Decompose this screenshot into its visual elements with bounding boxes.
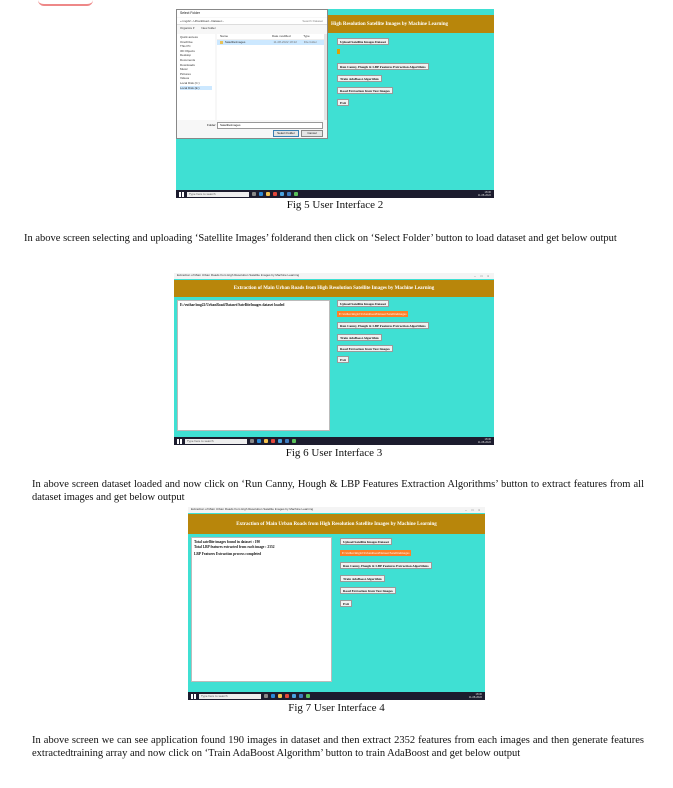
system-tray (469, 693, 482, 699)
chrome-icon[interactable] (273, 192, 277, 196)
nav-item[interactable]: Local Disk (C:) (180, 80, 200, 85)
file-row[interactable] (217, 40, 324, 45)
store-icon[interactable] (278, 439, 282, 443)
nav-item[interactable]: Videos (180, 76, 190, 81)
paragraph-3: In above screen we can see application found 190 images in dataset and then extract 2352 features from each images and then generate features extractedtraining array and now click on ‘Train AdaBoost Algorithm’ button to train AdaBoost and get below output (32, 735, 644, 759)
taskbar (174, 437, 494, 445)
cancel-button[interactable]: Cancel (301, 130, 323, 137)
store-icon[interactable] (292, 694, 296, 698)
task-view-icon[interactable] (252, 192, 256, 196)
dialog-toolbar (177, 26, 327, 31)
clock-date: 11-08-2022 (477, 194, 491, 197)
screenshot-fig5 (176, 9, 494, 198)
output-line: Total LBP features extracted from each image : 2352 (194, 545, 275, 549)
nav-item[interactable]: Quick access (180, 35, 198, 39)
nav-item[interactable]: Documents (180, 57, 196, 62)
task-view-icon[interactable] (264, 694, 268, 698)
dialog-title-text: Select Folder (180, 11, 200, 15)
features-button[interactable]: Run Canny, Hough & LBP Features Extraction Algorithms (337, 63, 429, 70)
clock-date: 11-08-2022 (477, 441, 491, 444)
folder-icon (220, 41, 223, 44)
edge-icon[interactable] (259, 192, 263, 196)
exit-button[interactable]: Exit (340, 600, 352, 607)
paragraph-2: In above screen dataset loaded and now click on ‘Run Canny, Hough & LBP Features Extraction Algorithms’ button to extract features from all dataset images and get below output (32, 479, 644, 503)
windows-start-icon[interactable] (191, 694, 196, 699)
select-folder-button[interactable]: Select Folder (273, 130, 299, 137)
clock-time: 18:30 (484, 191, 491, 194)
nav-item[interactable]: Pictures (180, 71, 191, 76)
nav-item[interactable]: Local Disk (E:) (180, 86, 212, 91)
edge-icon[interactable] (257, 439, 261, 443)
features-button[interactable]: Run Canny, Hough & LBP Features Extraction Algorithms (337, 322, 429, 329)
nav-item[interactable]: 3D Objects (180, 48, 195, 53)
python-icon[interactable] (285, 439, 289, 443)
taskbar (176, 190, 494, 198)
nav-item[interactable]: Downloads (180, 62, 195, 67)
explorer-icon[interactable] (264, 439, 268, 443)
loaded-path-label: E:/vuthar/img22/UrbanRoad/Dataset/SatelliteImages (339, 312, 407, 316)
nav-item[interactable]: Music (180, 67, 188, 72)
window-controls[interactable]: – □ × (465, 508, 482, 512)
banner-title: Extraction of Main Urban Roads from High Resolution Satellite Images by Machine Learning (233, 286, 435, 291)
store-icon[interactable] (280, 192, 284, 196)
system-tray (478, 438, 491, 444)
nav-item[interactable]: Desktop (180, 53, 192, 58)
organize-button[interactable]: Organize ▾ (180, 26, 195, 30)
file-type: File folder (303, 40, 317, 44)
taskbar-search[interactable]: Type here to search (187, 192, 249, 197)
select-folder-dialog (176, 9, 328, 139)
app-icon[interactable] (292, 439, 296, 443)
banner-title: High Resolution Satellite Images by Machine Learning (331, 21, 448, 27)
exit-button[interactable]: Exit (337, 99, 349, 106)
screenshot-fig6 (174, 273, 494, 445)
train-button[interactable]: Train AdaBoost Algorithm (337, 334, 382, 341)
clock-time: 18:30 (475, 693, 482, 696)
banner-title: Extraction of Main Urban Roads from High Resolution Satellite Images by Machine Learning (236, 521, 437, 527)
window-title: Extraction of Main Urban Roads from High Resolution Satellite Images by Machine Learning (191, 507, 314, 511)
chrome-icon[interactable] (285, 694, 289, 698)
app-banner (188, 514, 485, 534)
new-folder-button[interactable]: New folder (201, 26, 216, 30)
loaded-path-label: E:/vuthar/img22/UrbanRoad/Dataset/SatelliteImages (342, 551, 410, 555)
nav-item[interactable]: This PC (180, 44, 191, 49)
taskbar-search[interactable]: Type here to search (185, 439, 247, 444)
column-name[interactable]: Name (220, 34, 229, 38)
output-text-area[interactable] (191, 537, 332, 682)
nav-item[interactable]: OneDrive (180, 39, 193, 44)
taskbar-search[interactable]: Type here to search (199, 694, 261, 699)
output-line: LBP Features Extraction process completed (194, 552, 262, 556)
edge-icon[interactable] (271, 694, 275, 698)
output-line: Total satellite images found in dataset : 190 (194, 540, 261, 544)
folder-field[interactable]: SatelliteImages (217, 122, 323, 129)
window-title: Extraction of Main Urban Roads from High Resolution Satellite Images by Machine Learning (177, 273, 300, 277)
fig6-caption: Fig 6 User Interface 3 (285, 447, 383, 459)
upload-button[interactable]: Upload Satellite Images Dataset (340, 538, 392, 545)
paragraph-1: In above screen selecting and uploading ‘Satellite Images’ folderand then click on ‘Select Folder’ button to load dataset and get below output (24, 233, 617, 244)
file-date: 11-08-2022 18:22 (273, 40, 297, 44)
navigation-pane (177, 34, 215, 120)
search-box[interactable]: Search Dataset (302, 19, 323, 23)
output-text-area[interactable] (177, 300, 330, 431)
folder-label: Folder: (207, 123, 217, 127)
explorer-icon[interactable] (278, 694, 282, 698)
task-view-icon[interactable] (250, 439, 254, 443)
clock-date: 11-08-2022 (468, 696, 482, 699)
train-button[interactable]: Train AdaBoost Algorithm (337, 75, 382, 82)
fig7-caption: Fig 7 User Interface 4 (288, 702, 385, 714)
explorer-icon[interactable] (266, 192, 270, 196)
screenshot-fig7 (188, 507, 485, 700)
fig5-caption: Fig 5 User Interface 2 (286, 199, 384, 211)
upload-button[interactable]: Upload Satellite Images Dataset (337, 300, 389, 307)
window-titlebar (174, 273, 494, 279)
exit-button[interactable]: Exit (337, 356, 349, 363)
chrome-icon[interactable] (271, 439, 275, 443)
app-icon[interactable] (294, 192, 298, 196)
taskbar (188, 692, 485, 700)
python-icon[interactable] (287, 192, 291, 196)
dialog-footer (177, 120, 327, 138)
windows-start-icon[interactable] (179, 192, 184, 197)
train-button[interactable]: Train AdaBoost Algorithm (340, 575, 385, 582)
clock-time: 18:30 (484, 438, 491, 441)
column-date[interactable]: Date modified (272, 34, 291, 38)
column-type[interactable]: Type (303, 34, 310, 38)
dialog-title (177, 10, 327, 17)
output-line: E:/vuthar/img22/UrbanRoad/Dataset/SatelliteImages dataset loaded (180, 303, 285, 307)
window-titlebar (188, 507, 485, 513)
window-controls[interactable]: – □ × (474, 274, 491, 278)
cursor-icon (337, 49, 340, 54)
file-name: SatelliteImages (224, 40, 246, 44)
dialog-scrollbar[interactable] (324, 34, 327, 120)
system-tray (478, 191, 491, 197)
road-extraction-button[interactable]: Road Extraction from Test Images (337, 87, 393, 94)
road-extraction-button[interactable]: Road Extraction from Test Images (337, 345, 393, 352)
address-bar[interactable] (177, 18, 327, 25)
upload-button[interactable]: Upload Satellite Images Dataset (337, 38, 389, 45)
app-icon[interactable] (306, 694, 310, 698)
road-extraction-button[interactable]: Road Extraction from Test Images (340, 587, 396, 594)
logo-fragment (38, 0, 93, 6)
windows-start-icon[interactable] (177, 439, 182, 444)
file-list (217, 34, 324, 120)
features-button[interactable]: Run Canny, Hough & LBP Features Extraction Algorithms (340, 562, 432, 569)
address-path: « img22 › UrbanRoad › Dataset › (180, 19, 224, 23)
app-banner (174, 280, 494, 297)
python-icon[interactable] (299, 694, 303, 698)
